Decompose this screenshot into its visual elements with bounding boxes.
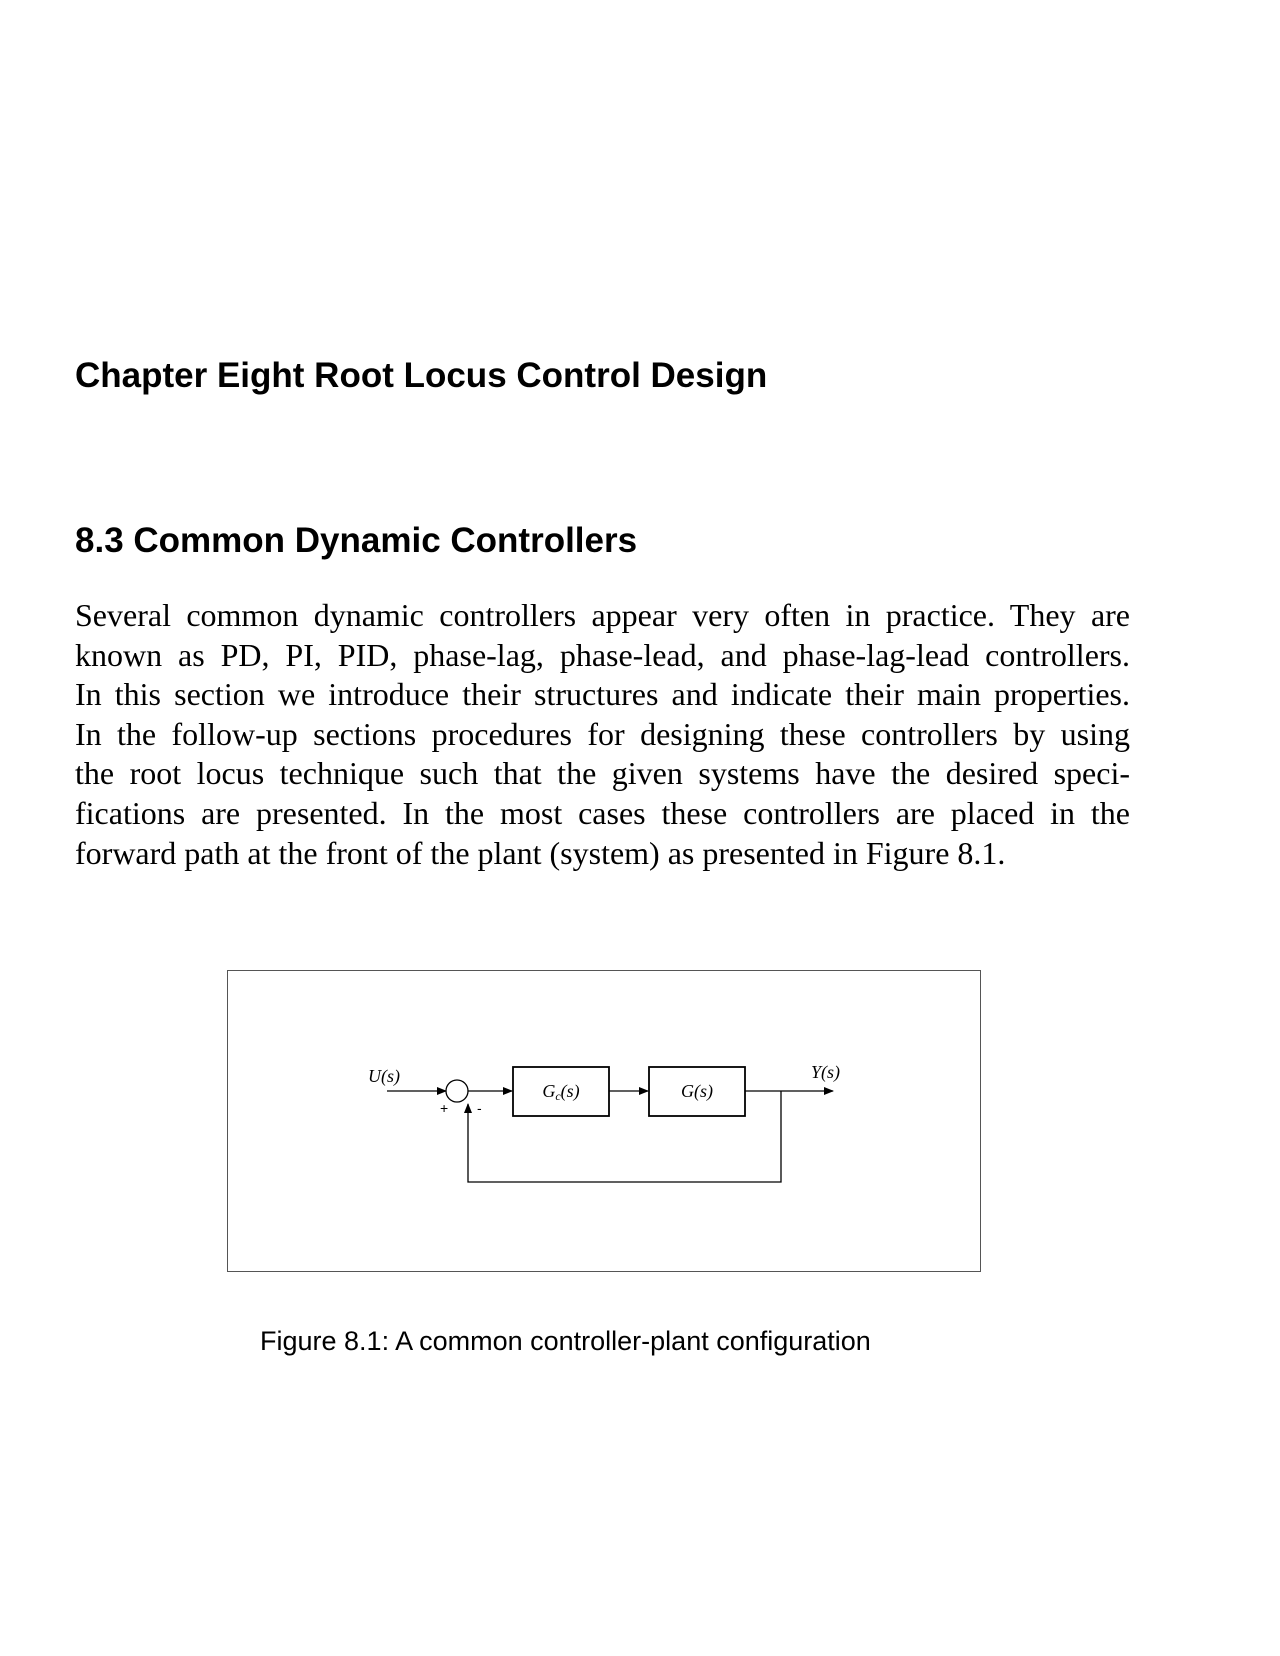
controller-label-arg: (s) (560, 1081, 580, 1101)
paragraph-line: Several common dynamic controllers appear very often in practice. They are (75, 597, 1130, 633)
paragraph-line: the root locus technique such that the given systems have the desired speci- (75, 755, 1130, 792)
paragraph-line: In this section we introduce their structures and indicate their main properties. (75, 676, 1130, 713)
plant-label: G(s) (681, 1081, 713, 1101)
figure-caption: Figure 8.1: A common controller-plant configuration (260, 1326, 871, 1356)
body-paragraph (75, 596, 1130, 873)
block-diagram (228, 971, 982, 1273)
section-title: 8.3 Common Dynamic Controllers (75, 521, 638, 560)
controller-label (542, 1081, 579, 1103)
minus-sign: - (477, 1100, 482, 1116)
paragraph-line: In the follow-up sections procedures for designing these controllers by using (75, 715, 1130, 752)
figure-frame (227, 970, 981, 1272)
paragraph-line: known as PD, PI, PID, phase-lag, phase-lead, and phase-lag-lead controllers. (75, 636, 1130, 673)
summing-junction (446, 1080, 468, 1102)
paragraph-line: fications are presented. In the most cases these controllers are placed in the (75, 794, 1130, 831)
input-label: U(s) (368, 1066, 400, 1086)
chapter-title: Chapter Eight Root Locus Control Design (75, 356, 768, 395)
plus-sign: + (440, 1100, 449, 1116)
paragraph-line: forward path at the front of the plant (system) as presented in Figure 8.1. (75, 834, 1006, 871)
controller-label-subscript: c (555, 1089, 561, 1103)
controller-label-g: G (542, 1081, 556, 1101)
output-label: Y(s) (811, 1062, 841, 1082)
